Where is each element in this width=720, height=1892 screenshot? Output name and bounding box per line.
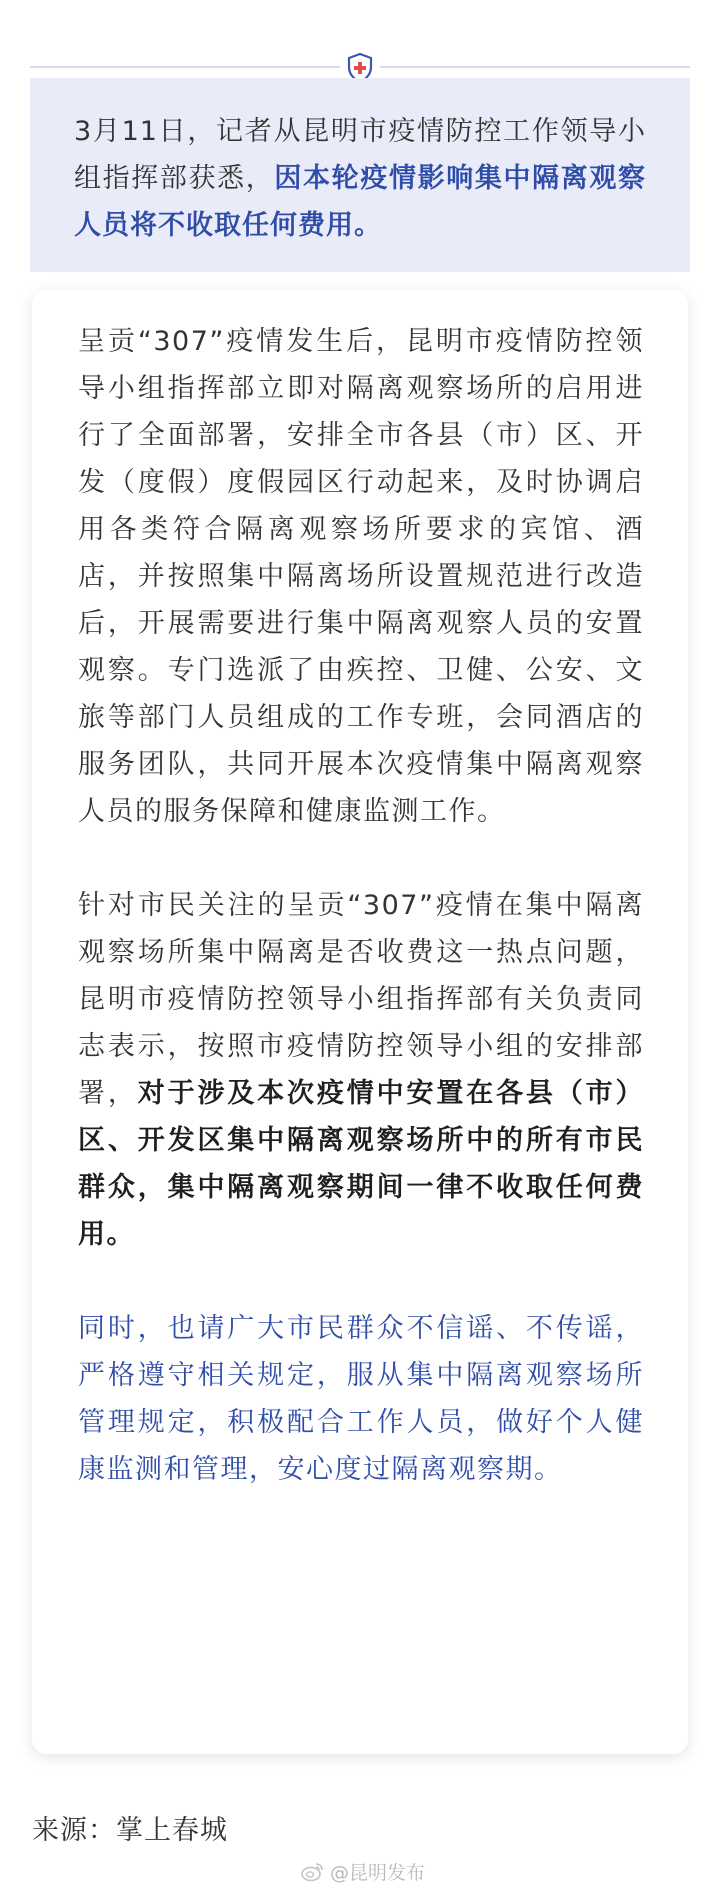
paragraph-2-plain: 针对市民关注的呈贡“307”疫情在集中隔离观察场所集中隔离是否收费这一热点问题，昆明市疫情防控领导小组指挥部有关负责同志表示，按照市疫情防控领导小组的安排部署， <box>78 890 644 1109</box>
article-paragraph-2 <box>78 882 644 1258</box>
paragraph-2-bold: 对于涉及本次疫情中安置在各县（市）区、开发区集中隔离观察场所中的所有市民群众，集中隔离观察期间一律不收取任何费用。 <box>78 1078 645 1250</box>
weibo-logo-icon <box>300 1862 324 1882</box>
weibo-watermark <box>300 1858 425 1885</box>
intro-text-highlight: 因本轮疫情影响集中隔离观察人员将不收取任何费用。 <box>74 163 647 241</box>
article-card <box>32 290 688 1754</box>
intro-summary-box <box>30 78 690 272</box>
intro-text-plain: 3月11日，记者从昆明市疫情防控工作领导小组指挥部获悉， <box>74 116 646 194</box>
watermark-text: @昆明发布 <box>330 1862 426 1884</box>
source-credit: 来源：掌上春城 <box>32 1815 228 1846</box>
intro-text <box>74 108 646 249</box>
article-paragraph-1: 呈贡“307”疫情发生后，昆明市疫情防控领导小组指挥部立即对隔离观察场所的启用进行了全面部署，安排全市各县（市）区、开发（度假）度假园区行动起来，及时协调启用各类符合隔离观察场所要求的宾馆、酒店，并按照集中隔离场所设置规范进行改造后，开展需要进行集中隔离观察人员的安置观察。专门选派了由疾控、卫健、公安、文旅等部门人员组成的工作专班，会同酒店的服务团队，共同开展本次疫情集中隔离观察人员的服务保障和健康监测工作。 <box>78 326 644 827</box>
article-paragraph-3: 同时，也请广大市民群众不信谣、不传谣，严格遵守相关规定，服从集中隔离观察场所管理规定，积极配合工作人员，做好个人健康监测和管理，安心度过隔离观察期。 <box>78 1313 644 1485</box>
